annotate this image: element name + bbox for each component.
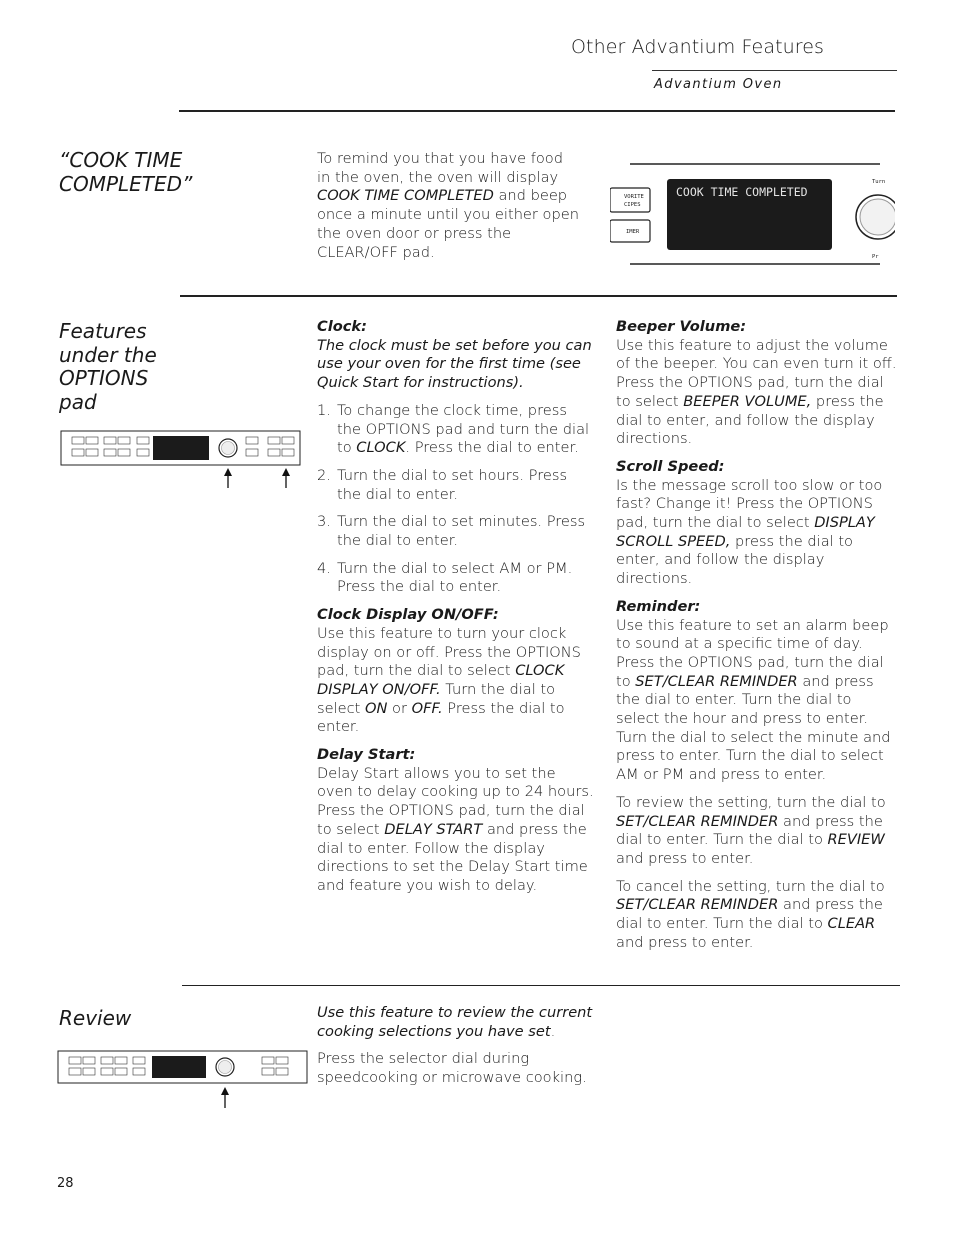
clock-display-text: Use this feature to turn your clock display on or off. Press the OPTIONS pad, turn the dial to select CLOCK DISPLAY ON/OFF. Turn the dial to select ON or OFF. Press the dial to enter.: [317, 624, 581, 736]
clock-intro: The clock must be set before you can use your oven for the first time (see Quick Start for instructions).: [317, 336, 592, 392]
reminder-text-cancel: To cancel the setting, turn the dial to SET/CLEAR REMINDER and press the dial to enter. Turn the dial to CLEAR and press to enter.: [616, 877, 885, 951]
dial-label-turn: Turn: [872, 179, 886, 185]
options-section-title: Features under the OPTIONS pad: [59, 319, 157, 414]
control-panel-diagram: [57, 1048, 309, 1110]
dial-pointer-arrow-icon: [221, 1087, 229, 1108]
section-divider-top: [179, 110, 895, 112]
page-header-title: Other Advantium Features: [571, 36, 825, 58]
reminder-label: Reminder:: [616, 597, 701, 615]
clock-label: Clock:: [317, 318, 367, 335]
oven-display-readout: COOK TIME COMPLETED: [676, 185, 808, 199]
clock-display-label: Clock Display ON/OFF:: [317, 606, 499, 624]
control-panel-closeup: [610, 156, 895, 272]
options-right-column: [616, 318, 898, 953]
options-pad-pointer-arrow-icon: [282, 468, 290, 488]
cook-time-completed-text: To remind you that you have food in the oven, the oven will display COOK TIME COMPLETED and beep once a minute until you either open the oven door or press the CLEAR/OFF pad.: [317, 150, 579, 261]
review-section-title: Review: [59, 1006, 132, 1030]
scroll-speed-label: Scroll Speed:: [616, 457, 725, 475]
dial-pointer-arrow-icon: [224, 468, 232, 488]
header-divider: [652, 70, 897, 71]
delay-start-label: Delay Start:: [317, 746, 416, 764]
favorite-recipes-button-label: VORITE: [624, 194, 644, 200]
clock-step: 1. To change the clock time, press the OPTIONS pad and turn the dial to CLOCK. Press the dial to enter.: [317, 401, 590, 457]
options-control-panel-illustration: [60, 425, 302, 491]
svg-text:CIPES: CIPES: [624, 202, 641, 208]
reminder-text-set: Use this feature to set an alarm beep to sound at a specific time of day. Press the OPTIONS pad, turn the dial to SET/CLEAR REMINDER and press the dial to enter. Turn the dial to select the hour and press to enter. Turn the dial to select the minute and press to enter. Turn the dial to select AM or PM and press to enter.: [616, 616, 891, 784]
beeper-volume-text: Use this feature to adjust the volume of the beeper. You can even turn it off. Press the OPTIONS pad, turn the dial to select BEEPER VOLUME, press the dial to enter, and follow the display directions.: [616, 336, 897, 448]
page-number: 28: [57, 1176, 74, 1191]
cook-time-completed-title: “COOK TIME COMPLETED”: [59, 148, 193, 196]
control-panel-diagram: [60, 425, 302, 491]
section-divider-options: [180, 295, 897, 297]
review-control-panel-illustration: [57, 1048, 309, 1110]
page-header-subtitle: Advantium Oven: [654, 77, 783, 92]
clock-step: 4. Turn the dial to select AM or PM. Press the dial to enter.: [317, 559, 573, 596]
options-middle-column: [317, 318, 595, 896]
oven-display-panel-illustration: [610, 156, 895, 272]
delay-start-text: Delay Start allows you to set the oven to delay cooking up to 24 hours. Press the OPTIONS pad, turn the dial to select DELAY START and press the dial to enter. Follow the display directions to set the Delay Start time and feature you wish to delay.: [317, 764, 594, 894]
clock-step: 2. Turn the dial to set hours. Press the dial to enter.: [317, 466, 568, 503]
reminder-text-review: To review the setting, turn the dial to SET/CLEAR REMINDER and press the dial to enter. Turn the dial to REVIEW and press to enter.: [616, 793, 886, 867]
timer-button-label: IMER: [626, 229, 640, 235]
review-text: Use this feature to review the current cooking selections you have set. Press the selector dial during speedcooking or microwave cooking.: [317, 1004, 593, 1087]
clock-steps-list: [317, 402, 595, 597]
dial-label-press: Pr: [872, 254, 879, 260]
section-divider-review: [182, 985, 900, 986]
beeper-volume-label: Beeper Volume:: [616, 318, 747, 335]
clock-step: 3. Turn the dial to set minutes. Press the dial to enter.: [317, 513, 586, 550]
scroll-speed-text: Is the message scroll too slow or too fast? Change it! Press the OPTIONS pad, turn the dial to select DISPLAY SCROLL SPEED, press the dial to enter, and follow the display directions.: [616, 476, 883, 588]
